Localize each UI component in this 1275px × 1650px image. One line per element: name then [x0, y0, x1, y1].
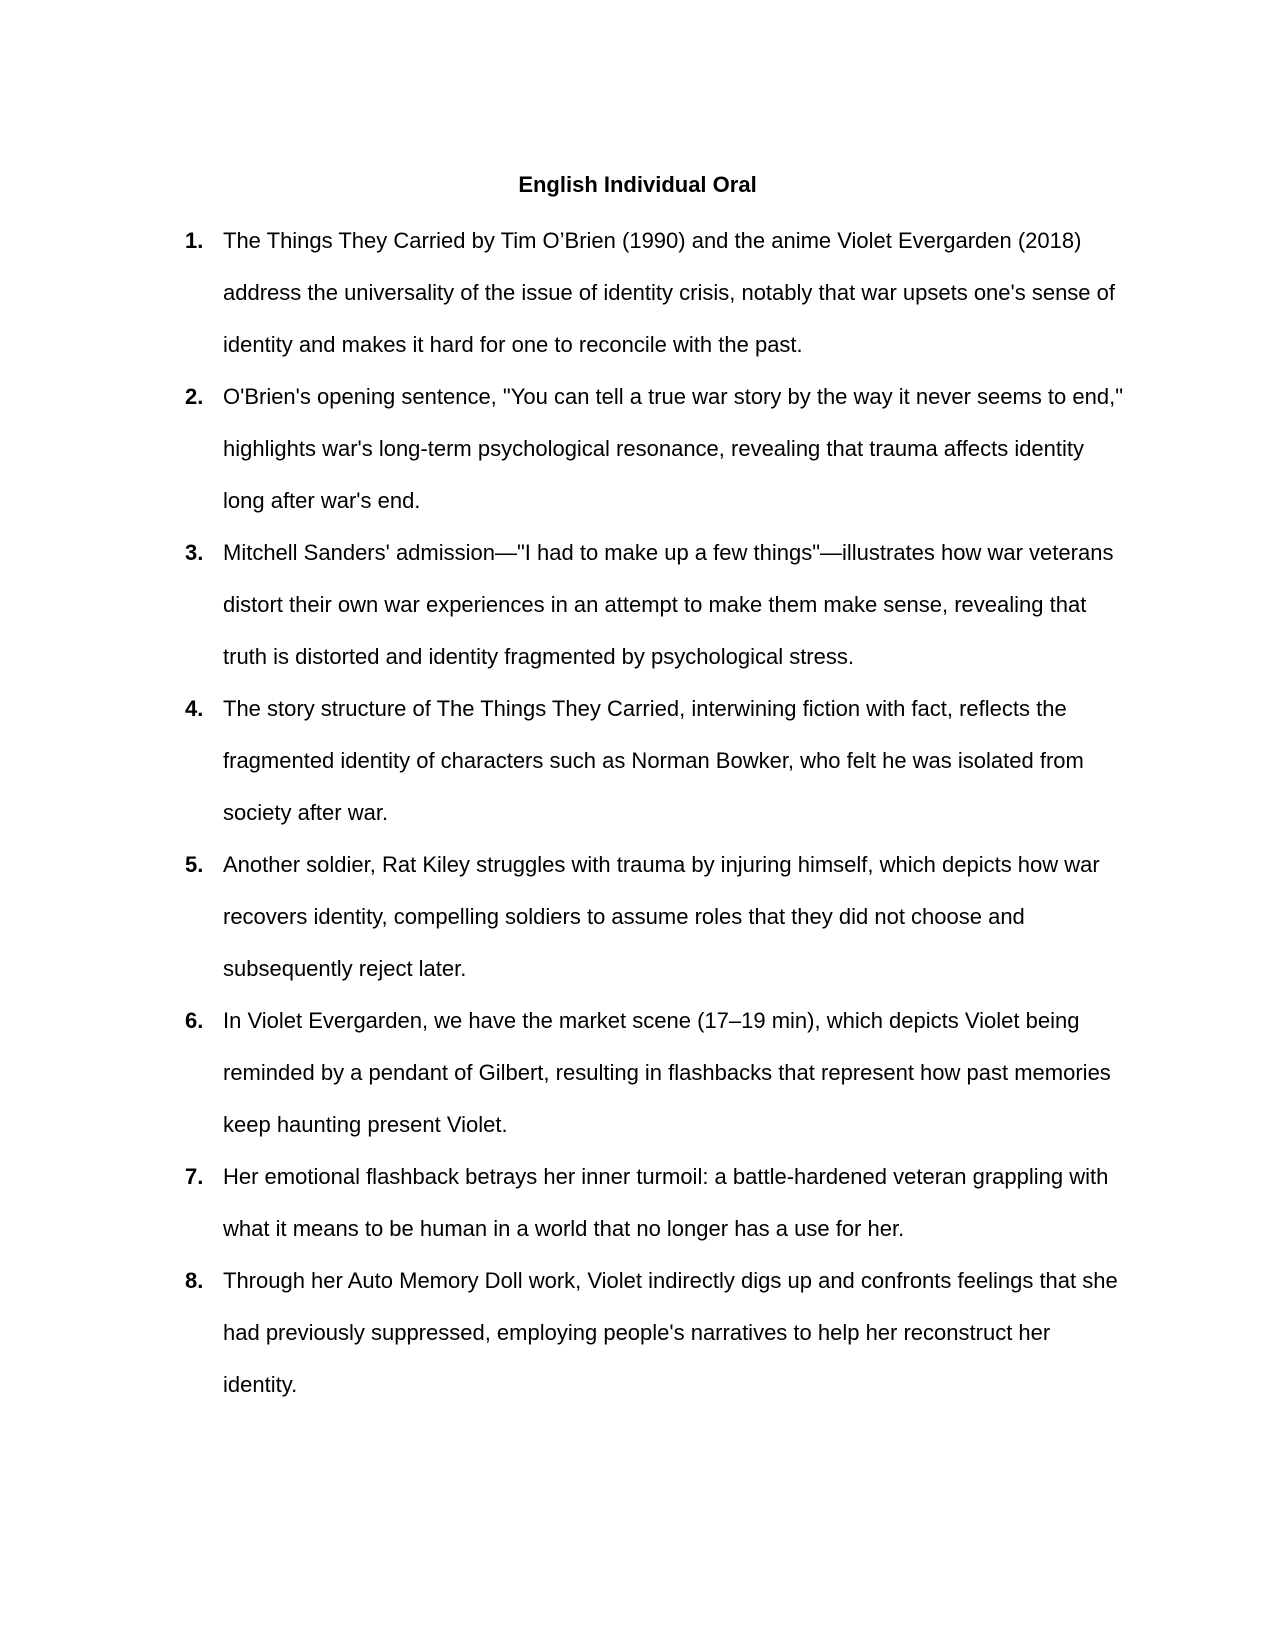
list-item — [185, 371, 1125, 527]
list-item — [185, 839, 1125, 995]
list-item-number: 8. — [185, 1268, 204, 1293]
document-title: English Individual Oral — [518, 172, 757, 197]
list-item-text: In Violet Evergarden, we have the market scene (17–19 min), which depicts Violet being reminded by a pendant of Gilbert, resulting in flashbacks that represent how past memories keep haunting present Violet. — [223, 1008, 1111, 1137]
list-item-number: 4. — [185, 696, 204, 721]
list-item-text: The story structure of The Things They Carried, interwining fiction with fact, reflects the fragmented identity of characters such as Norman Bowker, who felt he was isolated from society after war. — [223, 696, 1084, 825]
list-item-number: 6. — [185, 1008, 204, 1033]
list-item-text: Another soldier, Rat Kiley struggles with trauma by injuring himself, which depicts how war recovers identity, compelling soldiers to assume roles that they did not choose and subsequently reject later. — [223, 852, 1100, 981]
list-item-number: 7. — [185, 1164, 204, 1189]
list-item-number: 5. — [185, 852, 204, 877]
list-item-text: Her emotional flashback betrays her inner turmoil: a battle-hardened veteran grappling with what it means to be human in a world that no longer has a use for her. — [223, 1164, 1109, 1241]
list-item-text: The Things They Carried by Tim O’Brien (1990) and the anime Violet Evergarden (2018) address the universality of the issue of identity crisis, notably that war upsets one's sense of identity and makes it hard for one to reconcile with the past. — [223, 228, 1115, 357]
list-item — [185, 1255, 1125, 1411]
list-item — [185, 995, 1125, 1151]
list-item-number: 3. — [185, 540, 204, 565]
list-item-text: O'Brien's opening sentence, "You can tell a true war story by the way it never seems to end," highlights war's long-term psychological resonance, revealing that trauma affects identity long after war's end. — [223, 384, 1124, 513]
list-item-number: 1. — [185, 228, 204, 253]
list-item-text: Through her Auto Memory Doll work, Violet indirectly digs up and confronts feelings that she had previously suppressed, employing people's narratives to help her reconstruct her identity. — [223, 1268, 1118, 1397]
numbered-list — [185, 215, 1125, 1411]
list-item — [185, 215, 1125, 371]
list-item-text: Mitchell Sanders' admission—"I had to make up a few things"—illustrates how war veterans distort their own war experiences in an attempt to make them make sense, revealing that truth is distorted and identity fragmented by psychological stress. — [223, 540, 1114, 669]
list-item — [185, 527, 1125, 683]
list-item-number: 2. — [185, 384, 204, 409]
list-item — [185, 1151, 1125, 1255]
list-item — [185, 683, 1125, 839]
